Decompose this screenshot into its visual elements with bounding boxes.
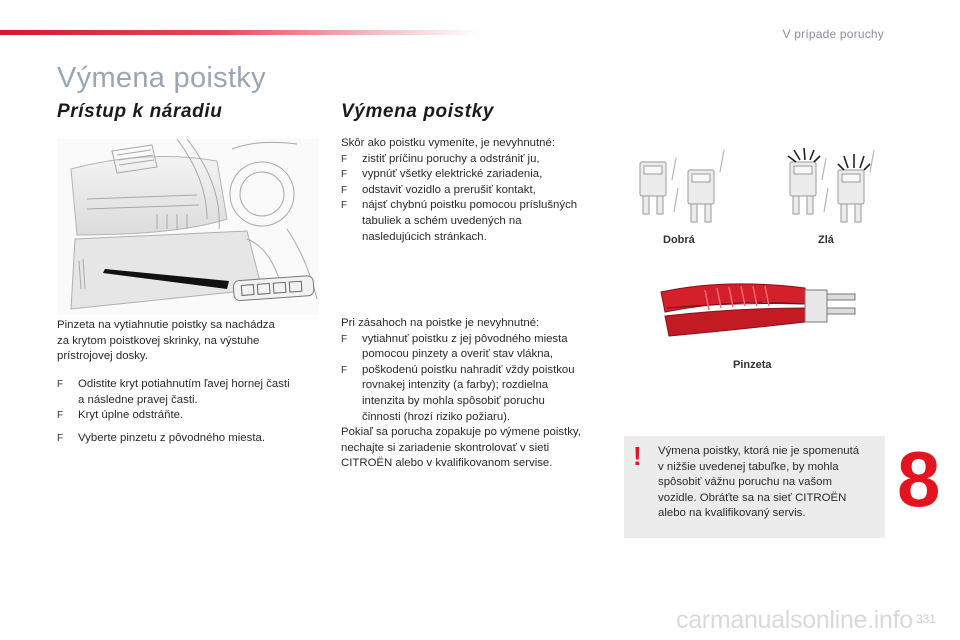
list-item — [57, 377, 319, 408]
bullet-marker: F — [57, 379, 64, 390]
list-item — [341, 198, 611, 245]
section-title: V prípade poruchy — [782, 27, 884, 41]
during-replace-block — [341, 316, 611, 472]
bullet-marker: F — [57, 433, 64, 444]
text-line: Pinzeta na vytiahnutie poistky sa nachádza — [57, 319, 275, 331]
text-line: vytiahnuť poistku z jej pôvodného miesta — [362, 332, 568, 345]
text-line: pomocou pinzety a overiť stav vlákna, — [362, 348, 554, 361]
text-line: zistiť príčinu poruchy a odstrániť ju, — [362, 152, 540, 165]
list-item — [57, 408, 319, 424]
bad-fuse-label: Zlá — [818, 234, 834, 246]
tweezers-removal-step — [57, 431, 319, 447]
text-line: Vyberte pinzetu z pôvodného miesta. — [78, 432, 266, 444]
bullet-marker: F — [341, 153, 348, 165]
precaution-list — [341, 152, 611, 246]
text-line: intenzita by mohla spôsobiť poruchu — [362, 394, 545, 407]
tweezers-label: Pinzeta — [733, 359, 772, 371]
page-title: Výmena poistky — [57, 62, 266, 94]
chapter-number: 8 — [897, 435, 941, 523]
list-item — [341, 167, 611, 183]
text-line: činnosti (hrozí riziko požiaru). — [362, 410, 511, 423]
text-line: nechajte si zariadenie skontrolovať v sieti — [341, 441, 550, 454]
text-line: Odistite kryt potiahnutím ľavej hornej časti — [78, 378, 290, 390]
bullet-marker: F — [341, 169, 348, 181]
good-fuse-label: Dobrá — [663, 234, 695, 246]
before-replace-block — [341, 136, 611, 245]
bullet-marker: F — [341, 184, 348, 196]
bullet-marker: F — [341, 333, 348, 345]
watermark: carmanualsonline.info — [676, 606, 913, 634]
text-line: a následne pravej časti. — [78, 393, 198, 406]
text-line: za krytom poistkovej skrinky, na výstuhe — [57, 334, 260, 347]
bullet-marker: F — [341, 364, 348, 376]
cover-removal-steps — [57, 377, 319, 424]
text-line: v nižšie uvedenej tabuľke, by mohla — [658, 460, 839, 473]
text-line: rovnakej intenzity (a farby); rozdielna — [362, 379, 549, 392]
text-line: poškodenú poistku nahradiť vždy poistkou — [362, 363, 575, 376]
heading-fuse-replacement: Výmena poistky — [341, 101, 495, 122]
text-line: nájsť chybnú poistku pomocou príslušných — [362, 199, 578, 212]
list-item — [341, 363, 611, 425]
text-line: spôsobiť vážnu poruchu na vašom — [658, 476, 832, 489]
replacement-list — [341, 332, 611, 426]
list-item — [57, 431, 319, 447]
tweezers-illustration — [655, 264, 865, 349]
text-line: Kryt úplne odstráňte. — [78, 409, 184, 422]
text-line: vozidle. Obráťte sa na sieť CITROËN — [658, 491, 847, 504]
text-line: alebo na kvalifikovaný servis. — [658, 507, 806, 520]
text-line: vypnúť všetky elektrické zariadenia, — [362, 168, 543, 181]
tool-location-text — [57, 318, 319, 365]
bullet-marker: F — [57, 410, 64, 422]
text-line: tabuliek a schém uvedených na — [362, 214, 522, 227]
dashboard-illustration — [57, 139, 319, 315]
list-item — [341, 332, 611, 363]
warning-icon: ! — [633, 441, 642, 471]
text-line: nasledujúcich stránkach. — [362, 230, 487, 243]
text-line: Výmena poistky, ktorá nie je spomenutá — [658, 445, 860, 457]
page-number: 331 — [915, 612, 936, 626]
text-line: CITROËN alebo v kvalifikovanom servise. — [341, 457, 553, 470]
text-line: prístrojovej dosky. — [57, 350, 148, 363]
text-line: Pri zásahoch na poistke je nevyhnutné: — [341, 317, 540, 329]
text-line: Pokiaľ sa porucha zopakuje po výmene poistky, — [341, 426, 581, 439]
text-line: odstaviť vozidlo a prerušiť kontakt, — [362, 183, 536, 196]
header-accent-bar — [0, 30, 480, 35]
heading-tool-access: Prístup k náradiu — [57, 101, 223, 122]
list-item — [341, 183, 611, 199]
fuse-comparison-illustration — [628, 140, 878, 230]
warning-text — [658, 444, 880, 522]
list-item — [341, 152, 611, 168]
text-line: Skôr ako poistku vymeníte, je nevyhnutné: — [341, 137, 556, 149]
bullet-marker: F — [341, 200, 348, 212]
